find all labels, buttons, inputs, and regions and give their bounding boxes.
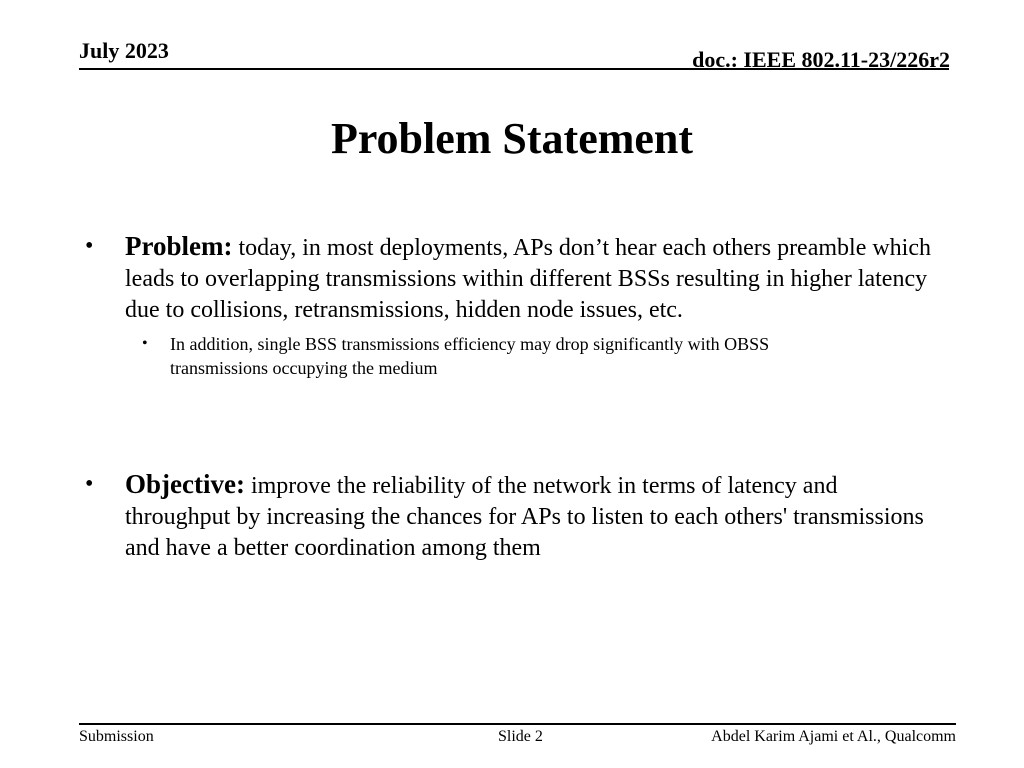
- footer-authors: Abdel Karim Ajami et Al., Qualcomm: [711, 728, 956, 745]
- footer-slide-number: Slide 2: [498, 728, 543, 745]
- bullet-lead-problem: Problem:: [125, 231, 233, 261]
- header-divider: [79, 68, 949, 70]
- bullet-lead-objective: Objective:: [125, 469, 245, 499]
- bullet-problem: [85, 231, 945, 326]
- bullet-objective: [85, 469, 945, 564]
- slide-title: Problem Statement: [330, 114, 694, 163]
- bullet-marker: •: [85, 233, 94, 259]
- header-document-id: doc.: IEEE 802.11-23/226r2: [692, 47, 950, 72]
- sub-bullet-marker: •: [142, 335, 148, 352]
- sub-bullet-obss: [142, 332, 870, 380]
- bullet-text-problem: today, in most deployments, APs don’t hear each others preamble which leads to overlapping transmissions within different BSSs resulting in higher latency due to collisions, retransmissions, hidden node issues, etc.: [125, 235, 932, 323]
- header-date: July 2023: [79, 38, 169, 63]
- bullet-marker: •: [85, 471, 94, 497]
- footer-divider: [79, 723, 956, 725]
- footer-submission: Submission: [79, 728, 154, 745]
- sub-bullet-text-obss: In addition, single BSS transmissions efficiency may drop significantly with OBSS transmissions occupying the medium: [170, 334, 770, 378]
- bullet-text-objective: improve the reliability of the network in terms of latency and throughput by increasing the chances for APs to listen to each others' transmissions and have a better coordination among them: [125, 473, 924, 561]
